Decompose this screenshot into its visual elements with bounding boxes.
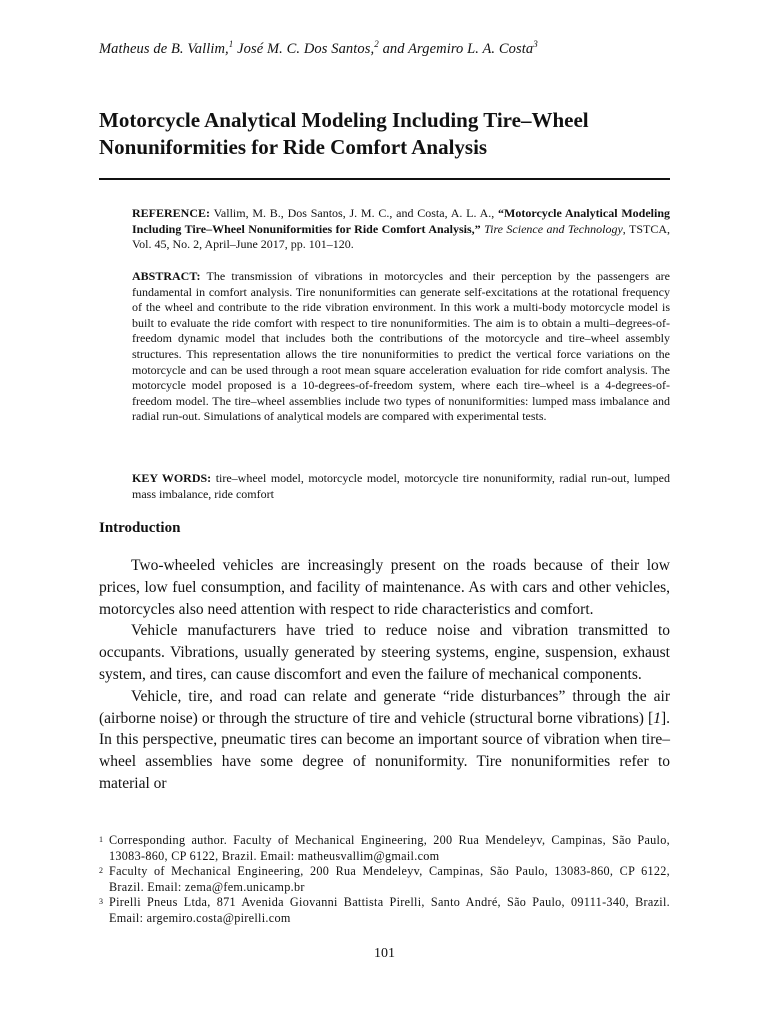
footnote-mark: 1: [99, 835, 104, 844]
reference-block: [132, 206, 670, 253]
paragraph-text: ]. In this perspective, pneumatic tires can become an important source of vibration when tire–wheel assemblies have some degree of nonuniformity. Tire nonuniformities refer to material or: [99, 709, 670, 792]
title-divider: [99, 178, 670, 180]
footnote-text: Faculty of Mechanical Engineering, 200 Rua Mendeleyv, Campinas, São Paulo, 13083-860, CP 6122, Brazil. Email: zema@fem.unicamp.br: [109, 864, 670, 894]
paragraph-text: Vehicle, tire, and road can relate and generate “ride disturbances” through the air (airborne noise) or through the structure of tire and vehicle (structural borne vibrations) [: [99, 687, 670, 727]
author-name: and Argemiro L. A. Costa: [378, 40, 534, 57]
paper-title: Motorcycle Analytical Modeling Including Tire–Wheel Nonuniformities for Ride Comfort Analysis: [99, 108, 589, 159]
keywords-label: KEY WORDS:: [132, 471, 212, 485]
author-name: Matheus de B. Vallim,: [99, 40, 229, 57]
abstract-label: ABSTRACT:: [132, 269, 201, 283]
footnote-mark: 2: [99, 866, 104, 875]
section-body: [99, 555, 670, 795]
reference-authors: Vallim, M. B., Dos Santos, J. M. C., and Costa, A. L. A.,: [210, 206, 499, 220]
footnote-text: Corresponding author. Faculty of Mechanical Engineering, 200 Rua Mendeleyv, Campinas, São Paulo, 13083-860, CP 6122, Brazil. Email: matheusvallim@gmail.com: [109, 833, 670, 863]
keywords-text: tire–wheel model, motorcycle model, motorcycle tire nonuniformity, radial run-out, lumped mass imbalance, ride comfort: [132, 471, 670, 501]
footnote: [99, 833, 670, 864]
reference-label: REFERENCE:: [132, 206, 211, 220]
keywords-block: [132, 471, 670, 502]
affiliation-mark: 1: [228, 39, 234, 49]
footnote: [99, 864, 670, 895]
reference-details: , TSTCA, Vol. 45, No. 2, April–June 2017, pp. 101–120.: [132, 221, 670, 252]
author-name: José M. C. Dos Santos,: [233, 40, 375, 57]
citation-link[interactable]: 1: [653, 709, 661, 727]
section-heading: Introduction: [99, 520, 181, 536]
affiliation-mark: 2: [374, 39, 379, 49]
author-line: [99, 39, 670, 58]
footnote-mark: 3: [99, 897, 104, 906]
affiliation-mark: 3: [533, 39, 538, 49]
page-number: 101: [374, 946, 395, 961]
paragraph: Two-wheeled vehicles are increasingly present on the roads because of their low prices, low fuel consumption, and facility of maintenance. As with cars and other vehicles, motorcycles also need attention with respect to ride characteristics and comfort.: [99, 557, 670, 618]
abstract-block: [132, 269, 670, 425]
reference-article-title: “Motorcycle Analytical Modeling Including Tire–Wheel Nonuniformities for Ride Comfort Analysis,”: [132, 206, 670, 236]
footnote-text: Pirelli Pneus Ltda, 871 Avenida Giovanni Battista Pirelli, Santo André, São Paulo, 09111-340, Brazil. Email: argemiro.costa@pirelli.com: [109, 895, 670, 925]
paragraph: Vehicle manufacturers have tried to reduce noise and vibration transmitted to occupants. Vibrations, usually generated by steering systems, engine, suspension, exhaust system, and tires, can cause discomfort and even the failure of mechanical components.: [99, 622, 670, 683]
reference-journal: Tire Science and Technology: [484, 221, 623, 236]
abstract-text: The transmission of vibrations in motorcycles and their perception by the passengers are fundamental in comfort analysis. Tire nonuniformities can generate self-excitations at the rotational frequency of the wheel and contribute to the ride vibration environment. In this work a multi-body motorcycle model is built to evaluate the ride comfort with respect to tire nonuniformities. The aim is to obtain a multi–degrees-of-freedom dynamic model that includes both the contributions of the motorcycle and tire–wheel assembly structures. This representation allows the tire nonuniformities to predict the vertical force variations on the motorcycle and can be used through a root mean square acceleration evaluation for ride comfort analysis. The motorcycle model proposed is a 10-degrees-of-freedom system, where each tire–wheel is a 4-degrees-of-freedom model. The tire–wheel assemblies include two types of nonuniformities: lumped mass imbalance and radial run-out. Simulations of analytical models are compared with experimental tests.: [132, 269, 670, 424]
paragraph: [99, 686, 670, 795]
footnote: [99, 895, 670, 926]
